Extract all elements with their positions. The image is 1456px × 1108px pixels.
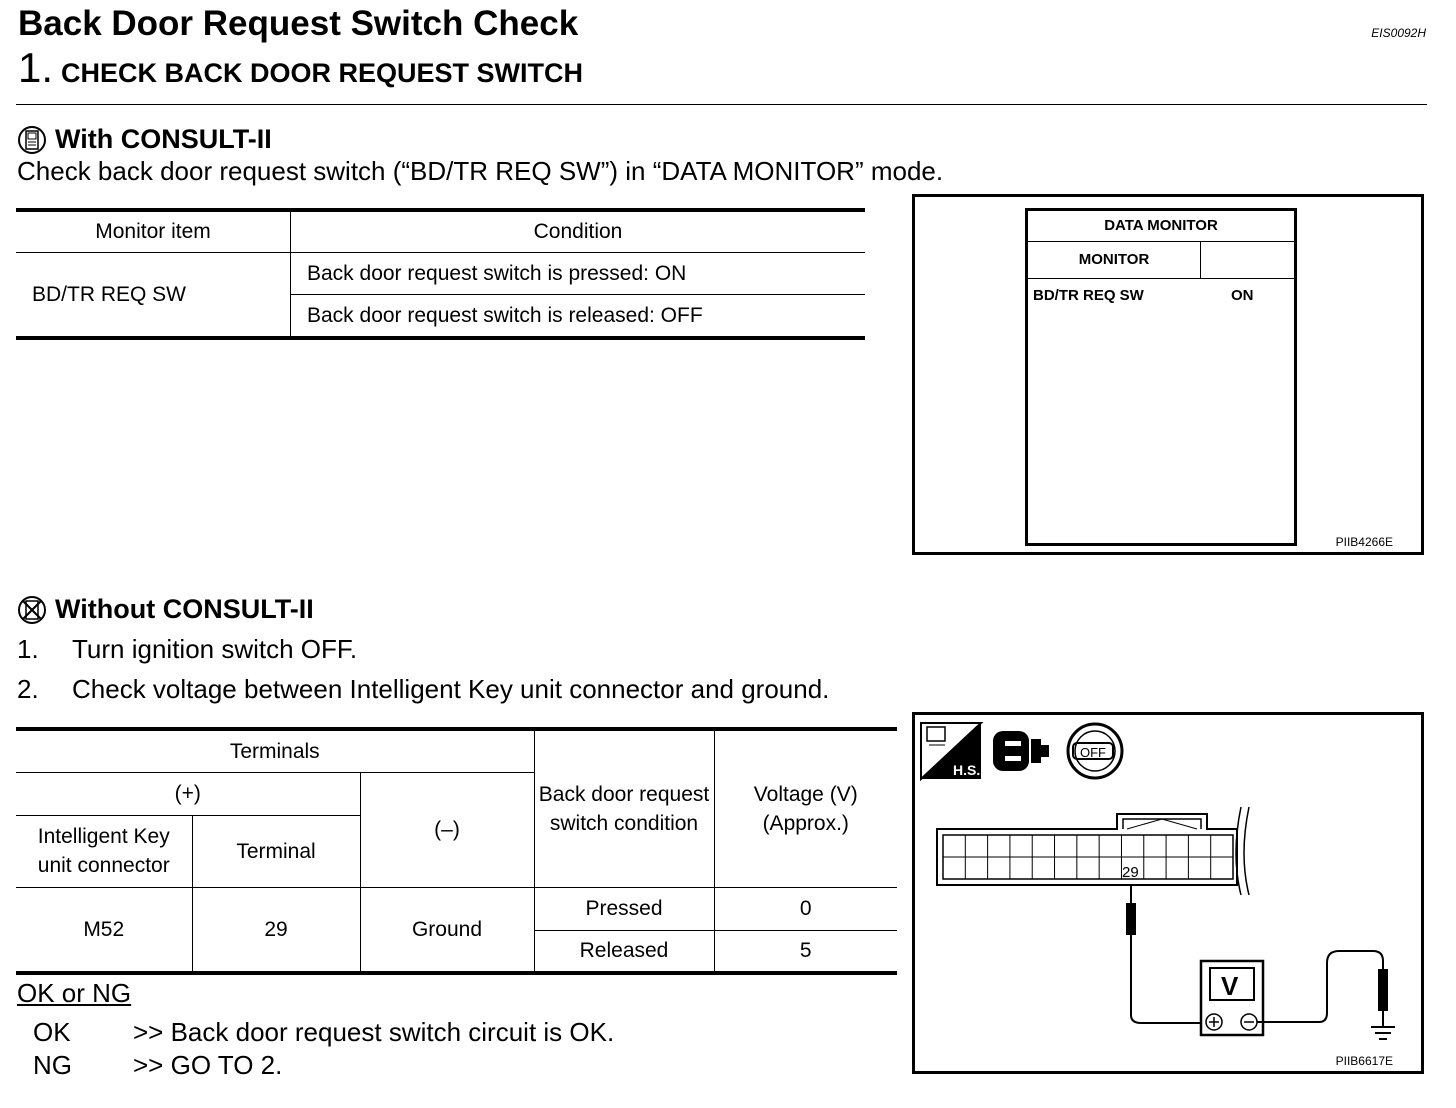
measurement-diagram xyxy=(915,715,1421,1071)
consult-heading-label: With CONSULT-II xyxy=(55,124,272,154)
no-consult-heading-label: Without CONSULT-II xyxy=(55,594,314,624)
step-title: CHECK BACK DOOR REQUEST SWITCH xyxy=(61,58,584,88)
meter-label: V xyxy=(1221,971,1239,1001)
off-label: OFF xyxy=(1080,745,1106,760)
document-id: EIS0092H xyxy=(1371,26,1426,40)
screen-value-header xyxy=(1201,242,1294,279)
step-text-1: Turn ignition switch OFF. xyxy=(72,634,358,664)
ignition-off-icon xyxy=(1068,724,1122,778)
table-header-row xyxy=(16,210,865,253)
connector-cell: M52 xyxy=(16,887,192,973)
step-number: 1. xyxy=(18,44,54,91)
condition-cell: Pressed xyxy=(534,887,714,930)
header-switch-condition: Back door request switch condition xyxy=(534,729,714,887)
no-consult-tool-icon xyxy=(17,595,47,625)
step-number-1: 1. xyxy=(17,634,39,664)
header-terminal: Terminal xyxy=(192,815,360,887)
table-header-row xyxy=(16,729,897,772)
voltage-table xyxy=(16,727,897,975)
monitor-table xyxy=(16,208,865,340)
consult-screen xyxy=(1025,208,1297,546)
header-monitor-item: Monitor item xyxy=(16,210,291,253)
header-plus: (+) xyxy=(16,772,360,815)
voltage-cell: 5 xyxy=(714,930,897,973)
screen-row-item: BD/TR REQ SW xyxy=(1033,287,1144,304)
consult-tool-icon xyxy=(17,125,47,155)
result-ng-label: NG xyxy=(33,1050,72,1080)
result-ok-label: OK xyxy=(33,1017,71,1047)
header-divider xyxy=(16,104,1427,105)
table-row xyxy=(16,253,865,295)
screen-row-value: ON xyxy=(1231,287,1254,304)
step-text-2: Check voltage between Intelligent Key unit connector and ground. xyxy=(72,674,830,704)
result-ng-text: >> GO TO 2. xyxy=(133,1050,283,1080)
ok-or-ng-heading: OK or NG xyxy=(17,978,132,1008)
monitor-item-cell: BD/TR REQ SW xyxy=(16,253,291,339)
voltmeter xyxy=(1201,961,1263,1035)
header-terminals: Terminals xyxy=(16,729,534,772)
step-number-2: 2. xyxy=(17,674,39,704)
voltage-check-figure xyxy=(912,712,1424,1074)
figure-code: PIIB4266E xyxy=(1335,535,1393,549)
voltage-cell: 0 xyxy=(714,887,897,930)
result-ok-text: >> Back door request switch circuit is OK. xyxy=(133,1017,615,1047)
harness-side-icon xyxy=(921,723,981,779)
step-heading xyxy=(18,44,583,92)
screen-monitor-header: MONITOR xyxy=(1028,242,1201,279)
ground-cell: Ground xyxy=(360,887,534,973)
header-voltage: Voltage (V) (Approx.) xyxy=(714,729,897,887)
header-connector: Intelligent Key unit connector xyxy=(16,815,192,887)
screen-title: DATA MONITOR xyxy=(1028,211,1294,242)
connector-disconnect-icon xyxy=(993,731,1049,771)
condition-cell: Back door request switch is pressed: ON xyxy=(291,253,866,295)
pin-29-label: 29 xyxy=(1122,864,1139,881)
consult-heading xyxy=(17,124,272,155)
table-row xyxy=(16,887,897,930)
no-consult-heading xyxy=(17,594,314,625)
header-minus: (–) xyxy=(360,772,534,887)
ground-symbol xyxy=(1371,1027,1395,1039)
test-lead-positive xyxy=(1126,885,1211,1023)
condition-cell: Released xyxy=(534,930,714,973)
condition-cell: Back door request switch is released: OFF xyxy=(291,295,866,339)
consult-instruction: Check back door request switch (“BD/TR REQ SW”) in “DATA MONITOR” mode. xyxy=(17,156,944,186)
connector-m52 xyxy=(937,807,1249,895)
data-monitor-figure xyxy=(912,194,1424,555)
page-title: Back Door Request Switch Check xyxy=(18,4,579,43)
hs-label: H.S. xyxy=(953,762,981,778)
header-condition: Condition xyxy=(291,210,866,253)
figure-code: PIIB6617E xyxy=(1335,1054,1393,1068)
test-lead-negative xyxy=(1257,951,1388,1027)
terminal-cell: 29 xyxy=(192,887,360,973)
